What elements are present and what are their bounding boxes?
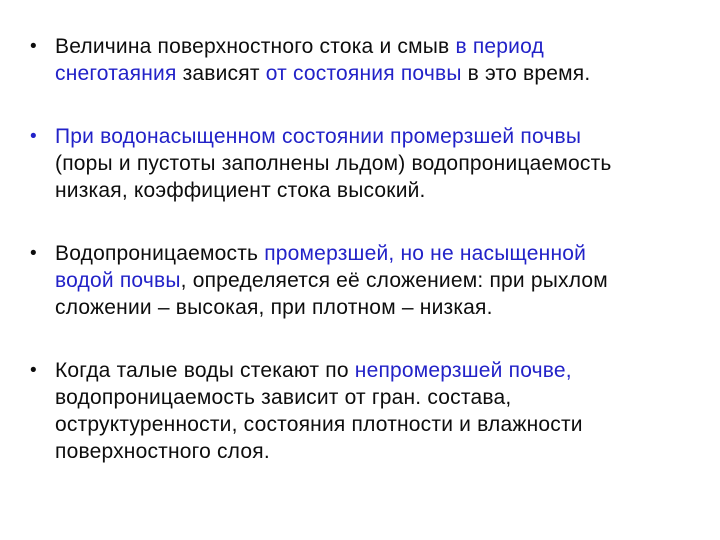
bullet-item — [30, 123, 720, 204]
text-segment: сложении – высокая, при плотном – низкая. — [55, 296, 493, 319]
text-segment: снеготаяния — [55, 62, 177, 85]
bullet-item — [30, 357, 720, 465]
text-segment: промерзшей, но не насыщенной — [264, 242, 587, 265]
bullet-icon: • — [30, 243, 37, 264]
text-segment: , определяется её сложением: при рыхлом — [180, 269, 608, 292]
text-segment: в период — [455, 35, 544, 58]
text-segment: в это время. — [461, 62, 591, 85]
text-segment: низкая, коэффициент стока высокий. — [55, 179, 426, 202]
text-segment: водой почвы — [55, 269, 181, 292]
text-segment: (поры и пустоты заполнены льдом) водопроницаемость — [55, 152, 612, 175]
text-segment: зависят — [176, 62, 266, 85]
bullet-item — [30, 33, 720, 87]
bullet-icon: • — [30, 360, 37, 381]
text-segment: водопроницаемость зависит от гран. состава, — [55, 386, 512, 409]
text-segment: Когда талые воды стекают по — [55, 359, 355, 382]
text-segment: непромерзшей почве, — [354, 359, 572, 382]
text-segment: оструктуренности, состояния плотности и влажности — [55, 413, 583, 436]
text-segment: Водопроницаемость — [55, 242, 265, 265]
bullet-icon: • — [30, 126, 37, 147]
text-segment: от состояния почвы — [265, 62, 462, 85]
bullet-text — [55, 33, 700, 87]
bullet-text — [55, 357, 700, 465]
text-segment: При водонасыщенном состоянии промерзшей почвы — [55, 125, 582, 148]
bullet-item — [30, 240, 720, 321]
bullet-text — [55, 123, 700, 204]
text-segment: поверхностного слоя. — [55, 440, 270, 463]
bullet-text — [55, 240, 700, 321]
bullet-icon: • — [30, 36, 37, 57]
text-segment: Величина поверхностного стока и смыв — [55, 35, 456, 58]
